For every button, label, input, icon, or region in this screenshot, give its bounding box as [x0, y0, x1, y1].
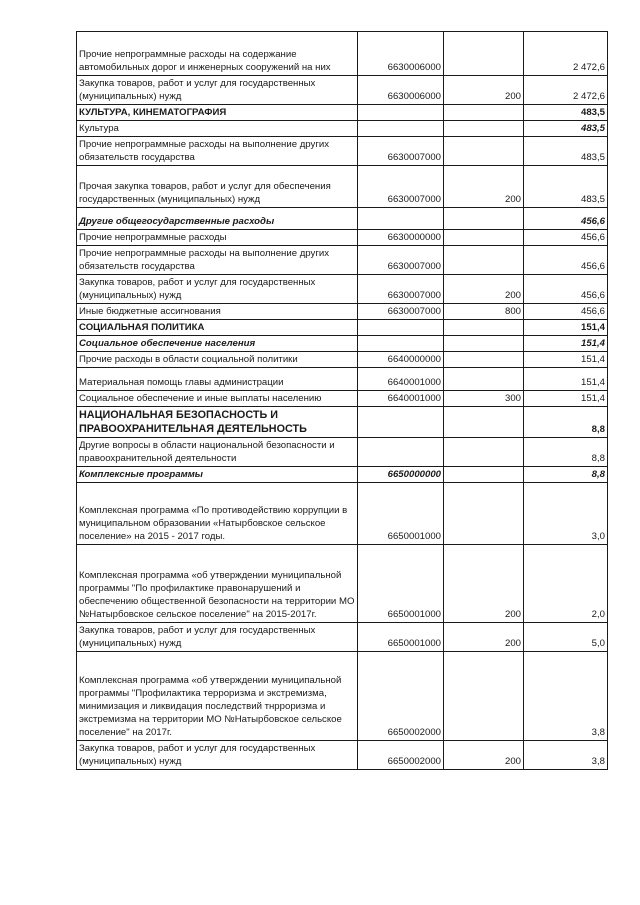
row-code-cell: 6630007000 [358, 275, 444, 304]
row-amount-cell: 456,6 [524, 230, 608, 246]
row-type-cell [444, 320, 524, 336]
table-row [77, 336, 608, 352]
row-code-cell: 6630007000 [358, 246, 444, 275]
table-row [77, 230, 608, 246]
row-type-cell [444, 652, 524, 741]
table-row [77, 246, 608, 275]
row-code-cell: 6630006000 [358, 76, 444, 105]
table-row [77, 407, 608, 438]
row-type-cell [444, 105, 524, 121]
row-name-cell: НАЦИОНАЛЬНАЯ БЕЗОПАСНОСТЬ И ПРАВООХРАНИТЕЛЬНАЯ ДЕЯТЕЛЬНОСТЬ [77, 407, 358, 438]
row-name-cell: Материальная помощь главы администрации [77, 368, 358, 391]
row-code-cell: 6630006000 [358, 32, 444, 76]
row-type-cell [444, 208, 524, 230]
table-row [77, 76, 608, 105]
row-code-cell [358, 121, 444, 137]
table-row [77, 352, 608, 368]
table-row [77, 652, 608, 741]
row-name-cell: Другие вопросы в области национальной безопасности и правоохранительной деятельности [77, 438, 358, 467]
table-row [77, 545, 608, 623]
row-code-cell [358, 438, 444, 467]
row-amount-cell: 2 472,6 [524, 76, 608, 105]
row-code-cell [358, 208, 444, 230]
row-amount-cell: 8,8 [524, 438, 608, 467]
row-name-cell: Комплексная программа «об утверждении муниципальной программы "По профилактике правонарушений и обеспечению общественной безопасности на территории МО №Натырбовское сельское поселение" на 2015-2017г. [77, 545, 358, 623]
table-row [77, 320, 608, 336]
row-amount-cell: 456,6 [524, 275, 608, 304]
row-type-cell [444, 336, 524, 352]
row-type-cell [444, 230, 524, 246]
row-amount-cell: 2,0 [524, 545, 608, 623]
row-code-cell [358, 336, 444, 352]
row-code-cell: 6650002000 [358, 741, 444, 770]
row-name-cell: Прочие непрограммные расходы на содержание автомобильных дорог и инженерных сооружений на них [77, 32, 358, 76]
table-row [77, 438, 608, 467]
row-code-cell: 6650000000 [358, 467, 444, 483]
row-type-cell: 200 [444, 76, 524, 105]
row-code-cell: 6630007000 [358, 137, 444, 166]
row-code-cell: 6630007000 [358, 304, 444, 320]
row-name-cell: КУЛЬТУРА, КИНЕМАТОГРАФИЯ [77, 105, 358, 121]
row-code-cell: 6650001000 [358, 545, 444, 623]
table-row [77, 741, 608, 770]
row-amount-cell: 151,4 [524, 368, 608, 391]
budget-table [76, 31, 608, 770]
row-amount-cell: 483,5 [524, 105, 608, 121]
row-amount-cell: 3,8 [524, 741, 608, 770]
table-row [77, 623, 608, 652]
row-name-cell: Прочие непрограммные расходы на выполнение других обязательств государства [77, 246, 358, 275]
row-amount-cell: 151,4 [524, 320, 608, 336]
row-type-cell: 200 [444, 623, 524, 652]
table-row [77, 304, 608, 320]
row-type-cell [444, 407, 524, 438]
row-amount-cell: 151,4 [524, 352, 608, 368]
row-name-cell: Закупка товаров, работ и услуг для государственных (муниципальных) нужд [77, 623, 358, 652]
row-type-cell [444, 121, 524, 137]
row-type-cell: 200 [444, 275, 524, 304]
table-row [77, 391, 608, 407]
row-name-cell: СОЦИАЛЬНАЯ ПОЛИТИКА [77, 320, 358, 336]
row-amount-cell: 151,4 [524, 336, 608, 352]
row-code-cell: 6640001000 [358, 391, 444, 407]
table-row [77, 368, 608, 391]
row-type-cell [444, 246, 524, 275]
row-type-cell [444, 483, 524, 545]
row-type-cell [444, 438, 524, 467]
row-amount-cell: 483,5 [524, 137, 608, 166]
row-name-cell: Закупка товаров, работ и услуг для государственных (муниципальных) нужд [77, 741, 358, 770]
row-code-cell: 6650002000 [358, 652, 444, 741]
table-row [77, 483, 608, 545]
row-type-cell: 800 [444, 304, 524, 320]
row-name-cell: Прочие непрограммные расходы [77, 230, 358, 246]
budget-rows [77, 32, 608, 770]
row-name-cell: Прочие непрограммные расходы на выполнение других обязательств государства [77, 137, 358, 166]
row-name-cell: Иные бюджетные ассигнования [77, 304, 358, 320]
row-name-cell: Прочие расходы в области социальной политики [77, 352, 358, 368]
row-amount-cell: 3,8 [524, 652, 608, 741]
row-code-cell [358, 320, 444, 336]
row-code-cell [358, 105, 444, 121]
row-amount-cell: 5,0 [524, 623, 608, 652]
row-amount-cell: 456,6 [524, 304, 608, 320]
row-type-cell [444, 32, 524, 76]
row-type-cell [444, 137, 524, 166]
row-name-cell: Прочая закупка товаров, работ и услуг для обеспечения государственных (муниципальных) нужд [77, 166, 358, 208]
row-amount-cell: 456,6 [524, 246, 608, 275]
row-name-cell: Комплексная программа «По противодействию коррупции в муниципальном образовании «Натырбовское сельское поселение» на 2015 - 2017 годы. [77, 483, 358, 545]
row-name-cell: Культура [77, 121, 358, 137]
row-code-cell [358, 407, 444, 438]
row-type-cell: 300 [444, 391, 524, 407]
row-name-cell: Закупка товаров, работ и услуг для государственных (муниципальных) нужд [77, 275, 358, 304]
row-code-cell: 6630000000 [358, 230, 444, 246]
table-row [77, 105, 608, 121]
table-row [77, 166, 608, 208]
table-row [77, 208, 608, 230]
table-row [77, 137, 608, 166]
row-name-cell: Комплексная программа «об утверждении муниципальной программы "Профилактика терроризма и экстремизма, минимизация и ликвидация последствий тнрроризма и экстремизма на территории МО №Натырбовское сельское поселение" на 2017г. [77, 652, 358, 741]
row-amount-cell: 2 472,6 [524, 32, 608, 76]
row-code-cell: 6640001000 [358, 368, 444, 391]
table-row [77, 467, 608, 483]
row-code-cell: 6640000000 [358, 352, 444, 368]
row-type-cell [444, 467, 524, 483]
row-type-cell: 200 [444, 741, 524, 770]
row-name-cell: Комплексные программы [77, 467, 358, 483]
row-amount-cell: 483,5 [524, 121, 608, 137]
row-name-cell: Социальное обеспечение населения [77, 336, 358, 352]
row-amount-cell: 151,4 [524, 391, 608, 407]
row-type-cell: 200 [444, 166, 524, 208]
row-code-cell: 6630007000 [358, 166, 444, 208]
table-row [77, 275, 608, 304]
table-row [77, 32, 608, 76]
row-name-cell: Закупка товаров, работ и услуг для государственных (муниципальных) нужд [77, 76, 358, 105]
row-amount-cell: 456,6 [524, 208, 608, 230]
row-type-cell: 200 [444, 545, 524, 623]
row-type-cell [444, 352, 524, 368]
row-name-cell: Другие общегосударственные расходы [77, 208, 358, 230]
row-amount-cell: 8,8 [524, 407, 608, 438]
row-code-cell: 6650001000 [358, 623, 444, 652]
row-type-cell [444, 368, 524, 391]
row-amount-cell: 3,0 [524, 483, 608, 545]
row-amount-cell: 483,5 [524, 166, 608, 208]
row-amount-cell: 8,8 [524, 467, 608, 483]
row-name-cell: Социальное обеспечение и иные выплаты населению [77, 391, 358, 407]
row-code-cell: 6650001000 [358, 483, 444, 545]
table-row [77, 121, 608, 137]
